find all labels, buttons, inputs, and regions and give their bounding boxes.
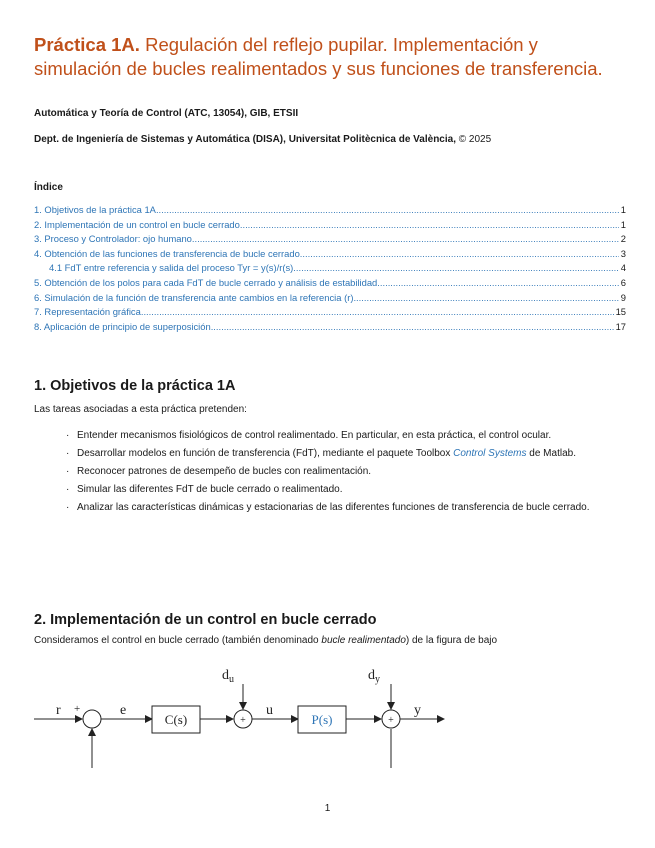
list-item — [66, 428, 626, 445]
toc-entry-page: 1 — [620, 218, 626, 230]
bullet-icon: · — [66, 466, 70, 477]
controller-label: C(s) — [164, 712, 188, 727]
bullet-icon: · — [66, 502, 70, 513]
title-text: Regulación del reflejo pupilar. Implementación y simulación de bucles realimentados y sus funciones de transferencia. — [34, 34, 603, 79]
dy-label — [368, 668, 380, 685]
toc-entry-label: 1. Objetivos de la práctica 1A — [34, 204, 156, 215]
title-bold: Práctica 1A. — [34, 34, 140, 55]
intro-italic-term: bucle realimentado — [321, 635, 406, 646]
toc-leader — [300, 248, 619, 259]
toc-leader — [293, 262, 619, 273]
bullet-text-post: de Matlab. — [529, 448, 576, 459]
section-2-heading: 2. Implementación de un control en bucle cerrado — [34, 612, 377, 628]
intro-text: Consideramos el control en bucle cerrado (también denominado — [34, 635, 319, 646]
list-item — [66, 446, 626, 463]
toc-entry-page: 4 — [620, 262, 626, 274]
control-systems-link[interactable]: Control Systems — [453, 448, 527, 459]
copyright-text: © 2025 — [458, 134, 492, 145]
bullet-icon: · — [66, 484, 70, 495]
department-line — [34, 134, 491, 145]
toc-entry-label: 2. Implementación de un control en bucle cerrado — [34, 218, 240, 230]
bullet-text: Simular las diferentes FdT de bucle cerrado o realimentado. — [77, 484, 343, 495]
du-label — [222, 668, 234, 685]
toc-leader — [240, 219, 619, 230]
page-number: 1 — [324, 803, 331, 814]
toc-entry-label: 4.1 FdT entre referencia y salida del proceso Tyr = y(s)/r(s) — [49, 262, 294, 274]
bullet-icon: · — [66, 430, 70, 441]
toc-entry-page: 9 — [620, 291, 626, 303]
toc-entry[interactable] — [34, 306, 626, 321]
toc-title: Índice — [34, 182, 63, 193]
toc-leader — [211, 321, 614, 332]
toc-entry-label: 8. Aplicación de principio de superposición — [34, 320, 211, 332]
toc-leader — [353, 292, 618, 303]
e-label: e — [120, 703, 127, 718]
toc-entry[interactable] — [34, 204, 626, 219]
toc-entry-label: 4. Obtención de las funciones de transferencia de bucle cerrado — [34, 247, 300, 259]
table-of-contents — [34, 204, 626, 335]
dy-main: d — [368, 668, 375, 683]
toc-entry[interactable] — [34, 292, 626, 307]
toc-entry[interactable] — [34, 248, 626, 263]
list-item — [66, 464, 626, 481]
y-label: y — [414, 703, 421, 718]
course-line: Automática y Teoría de Control (ATC, 13054), GIB, ETSII — [34, 108, 299, 119]
toc-entry-label: 3. Proceso y Controlador: ojo humano — [34, 233, 192, 245]
plus-sign-label: + — [74, 703, 81, 715]
toc-leader — [141, 306, 614, 317]
toc-entry-page: 15 — [615, 306, 626, 318]
toc-entry-label: 5. Obtención de los polos para cada FdT de bucle cerrado y análisis de estabilidad — [34, 276, 378, 288]
block-diagram — [34, 662, 454, 772]
intro-text-end: ) de la figura de bajo — [405, 635, 498, 646]
toc-leader — [192, 233, 619, 244]
toc-entry-label: 7. Representación gráfica — [34, 306, 141, 318]
department-text: Dept. de Ingeniería de Sistemas y Automática (DISA), Universitat Politècnica de València, — [34, 134, 456, 145]
toc-entry[interactable] — [34, 219, 626, 234]
r-label: r — [56, 703, 61, 718]
u-label: u — [266, 703, 273, 718]
section-2-intro — [34, 635, 624, 646]
summing-junction-1 — [83, 710, 101, 728]
toc-entry-page: 1 — [620, 204, 626, 215]
du-main: d — [222, 668, 229, 683]
toc-leader — [377, 277, 619, 288]
toc-entry[interactable] — [34, 277, 626, 292]
process-label: P(s) — [311, 712, 333, 727]
du-subscript: u — [229, 674, 234, 685]
toc-entry-page: 17 — [615, 320, 626, 332]
section-1-intro: Las tareas asociadas a esta práctica pretenden: — [34, 404, 247, 415]
dy-subscript: y — [375, 674, 380, 685]
section-1-heading: 1. Objetivos de la práctica 1A — [34, 378, 236, 394]
bullet-text: Reconocer patrones de desempeño de bucles con realimentación. — [77, 466, 372, 477]
bullet-text: Analizar las características dinámicas y estacionarias de las diferentes funciones de transferencia de bucle cerrado. — [77, 502, 590, 513]
bullet-icon: · — [66, 448, 70, 459]
junction-3-sign: + — [388, 715, 394, 726]
list-item — [66, 482, 626, 499]
objectives-list — [66, 428, 626, 518]
toc-entry-page: 2 — [620, 233, 626, 245]
toc-entry-label: 6. Simulación de la función de transferencia ante cambios en la referencia (r) — [34, 291, 354, 303]
junction-2-sign: + — [240, 715, 246, 726]
toc-subentry[interactable] — [34, 262, 626, 277]
toc-leader — [156, 204, 619, 215]
list-item — [66, 500, 626, 517]
bullet-text: Entender mecanismos fisiológicos de control realimentado. En particular, en esta práctica, el control ocular. — [77, 430, 552, 441]
toc-entry[interactable] — [34, 321, 626, 336]
toc-entry-page: 6 — [620, 276, 626, 288]
toc-entry[interactable] — [34, 233, 626, 248]
document-title — [34, 33, 614, 81]
toc-entry-page: 3 — [620, 247, 626, 259]
bullet-text-pre: Desarrollar modelos en función de transferencia (FdT), mediante el paquete Toolbox — [77, 448, 451, 459]
